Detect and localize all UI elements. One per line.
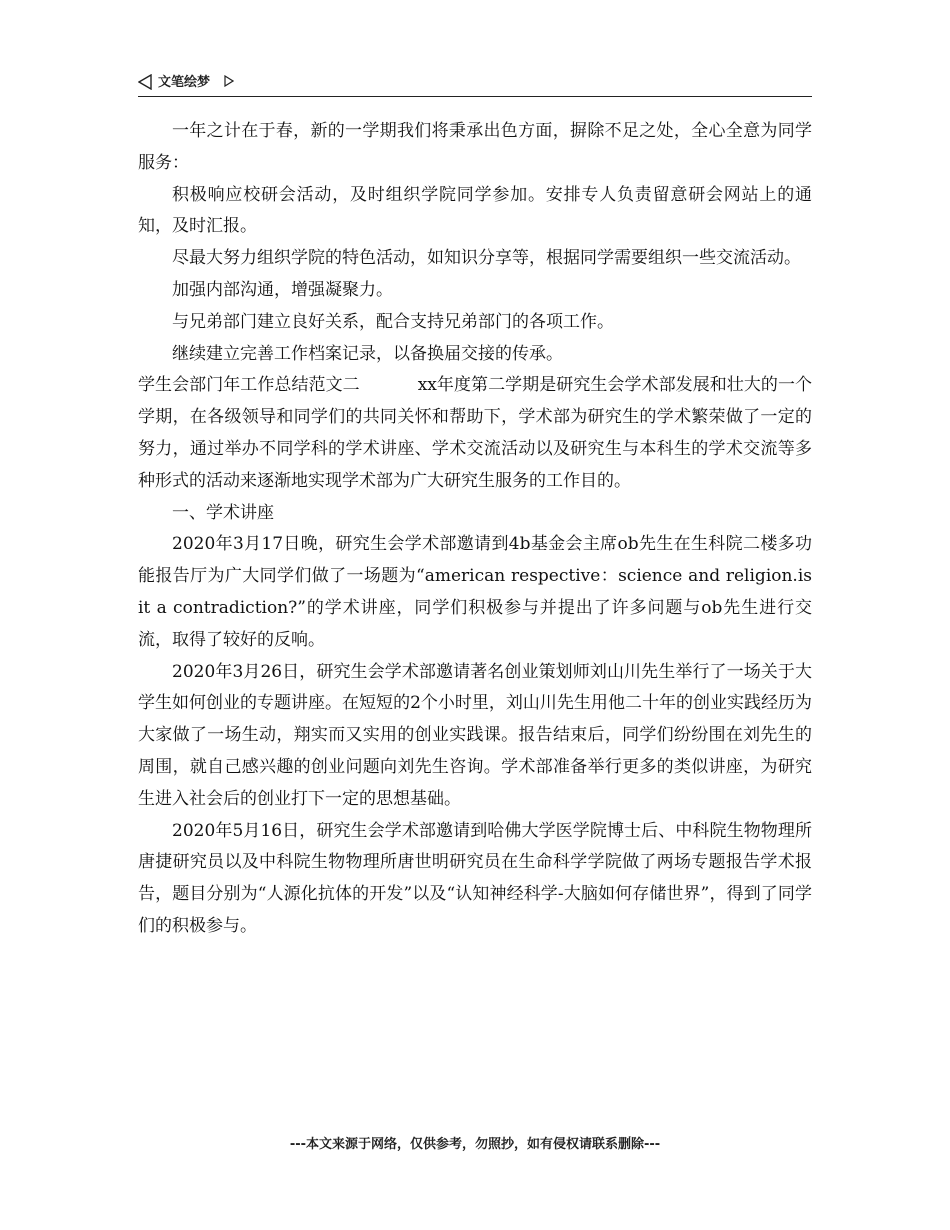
paragraph-10: 2020年3月26日，研究生会学术部邀请著名创业策划师刘山川先生举行了一场关于大学生如何创业的专题讲座。在短短的2个小时里，刘山川先生用他二十年的创业实践经历为大家做了一场生动，翔实而又实用的创业实践课。报告结束后，同学们纷纷围在刘先生的周围，就自己感兴趣的创业问题向刘先生咨询。学术部准备举行更多的类似讲座，为研究生进入社会后的创业打下一定的思想基础。 <box>138 661 812 809</box>
triangle-left-outline-icon <box>138 74 152 90</box>
header-title: 文笔绘梦 <box>158 75 211 90</box>
paragraph-8-heading: 一、学术讲座 <box>172 502 274 523</box>
paragraph-7 <box>138 370 812 497</box>
paragraph-9: 2020年3月17日晚，研究生会学术部邀请到4b基金会主席ob先生在生科院二楼多功能报告厅为广大同学们做了一场题为“american respective：science and religion.is it a contradiction?”的学术讲座，同学们积极参与并提出了许多问题与ob先生进行交流，取得了较好的反响。 <box>138 534 812 650</box>
page-footer: ---本文来源于网络，仅供参考，勿照抄，如有侵权请联系删除--- <box>289 1137 661 1152</box>
page-header <box>138 72 812 97</box>
section-intro-text: xx年度第二学期是研究生会学术部发展和壮大的一个学期，在各级领导和同学们的共同关怀和帮助下，学术部为研究生的学术繁荣做了一定的努力，通过举办不同学科的学术讲座、学术交流活动以及研究生与本科生的学术交流等多种形式的活动来逐渐地实现学术部为广大研究生服务的工作目的。 <box>138 375 813 491</box>
paragraph-11: 2020年5月16日，研究生会学术部邀请到哈佛大学医学院博士后、中科院生物物理所唐捷研究员以及中科院生物物理所唐世明研究员在生命科学学院做了两场专题报告学术报告，题目分别为“人源化抗体的开发”以及“认知神经科学-大脑如何存储世界”，得到了同学们的积极参与。 <box>138 820 812 936</box>
paragraph-5: 与兄弟部门建立良好关系，配合支持兄弟部门的各项工作。 <box>172 311 614 332</box>
triangle-right-outline-icon <box>224 75 234 87</box>
paragraph-2: 积极响应校研会活动，及时组织学院同学参加。安排专人负责留意研会网站上的通知，及时汇报。 <box>138 184 812 237</box>
section-title: 学生会部门年工作总结范文二 <box>138 375 360 396</box>
paragraph-1: 一年之计在于春，新的一学期我们将秉承出色方面，摒除不足之处，全心全意为同学服务： <box>138 121 812 173</box>
paragraph-6: 继续建立完善工作档案记录，以备换届交接的传承。 <box>172 343 563 364</box>
paragraph-3: 尽最大努力组织学院的特色活动，如知识分享等，根据同学需要组织一些交流活动。 <box>172 248 801 269</box>
document-body <box>138 116 812 943</box>
paragraph-4: 加强内部沟通，增强凝聚力。 <box>172 279 393 300</box>
